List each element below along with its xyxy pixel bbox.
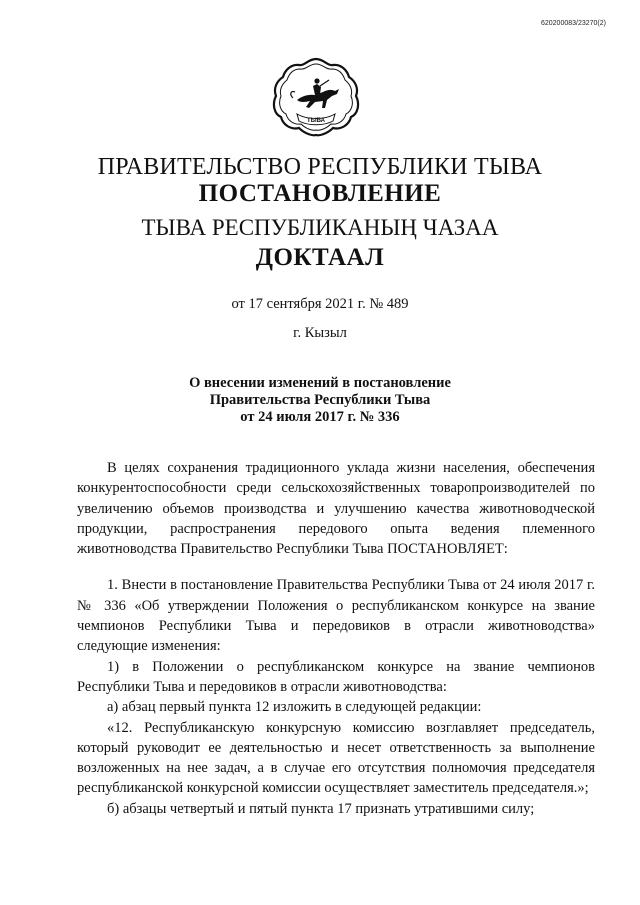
paragraph-preamble: В целях сохранения традиционного уклада жизни населения, обеспечения конкурентоспособности среди сельскохозяйственных товаропроизводителей по увеличению объемов производства и улучшению качества животноводческой продукции, распространения передового опыта ведения племенного животноводства Правительство Республики Тыва ПОСТАНОВЛЯЕТ:: [77, 460, 595, 558]
paragraph-subitem-a: а) абзац первый пункта 12 изложить в следующей редакции:: [107, 699, 482, 716]
decree-date: от 17 сентября 2021 г. № 489: [231, 296, 409, 312]
decree-title-ru: ПОСТАНОВЛЕНИЕ: [198, 180, 442, 207]
paragraph-subitem-1: 1) в Положении о республиканском конкурсе на звание чемпионов Республики Тыва и передовиков в отрасли животноводства:: [77, 658, 595, 695]
subject-line: Правительства Республики Тыва: [209, 392, 431, 408]
government-title-tyv: ТЫВА РЕСПУБЛИКАНЫҢ ЧАЗАА: [141, 215, 499, 240]
document-body: [77, 458, 595, 819]
paragraph-quote-12: «12. Республиканскую конкурсную комиссию возглавляет председатель, который руководит ее деятельностью и несет ответственность за выполнение возложенных на нее задач, а в случае его отсутствия полномочия председателя республиканской конкурсной комиссии осуществляет заместитель председателя.»;: [77, 719, 595, 797]
government-title-ru: ПРАВИТЕЛЬСТВО РЕСПУБЛИКИ ТЫВА: [97, 154, 543, 180]
subject-line: О внесении изменений в постановление: [189, 375, 451, 391]
document-number: 620200083/23270(2): [540, 20, 606, 27]
decree-title-tyv: ДОКТААЛ: [255, 244, 385, 271]
paragraph-subitem-b: б) абзацы четвертый и пятый пункта 17 признать утратившими силу;: [107, 800, 535, 817]
decree-city: г. Кызыл: [293, 325, 347, 341]
tyva-emblem-icon: [269, 56, 363, 138]
emblem-banner-text: ТЫВА: [307, 118, 325, 124]
subject-line: от 24 июля 2017 г. № 336: [240, 409, 400, 425]
paragraph-item-1: 1. Внести в постановление Правительства Республики Тыва от 24 июля 2017 г. № 336 «Об утверждении Положения о республиканском конкурсе на звание чемпионов Республики Тыва и передовиков в отрасли животноводства» следующие изменения:: [77, 577, 595, 655]
